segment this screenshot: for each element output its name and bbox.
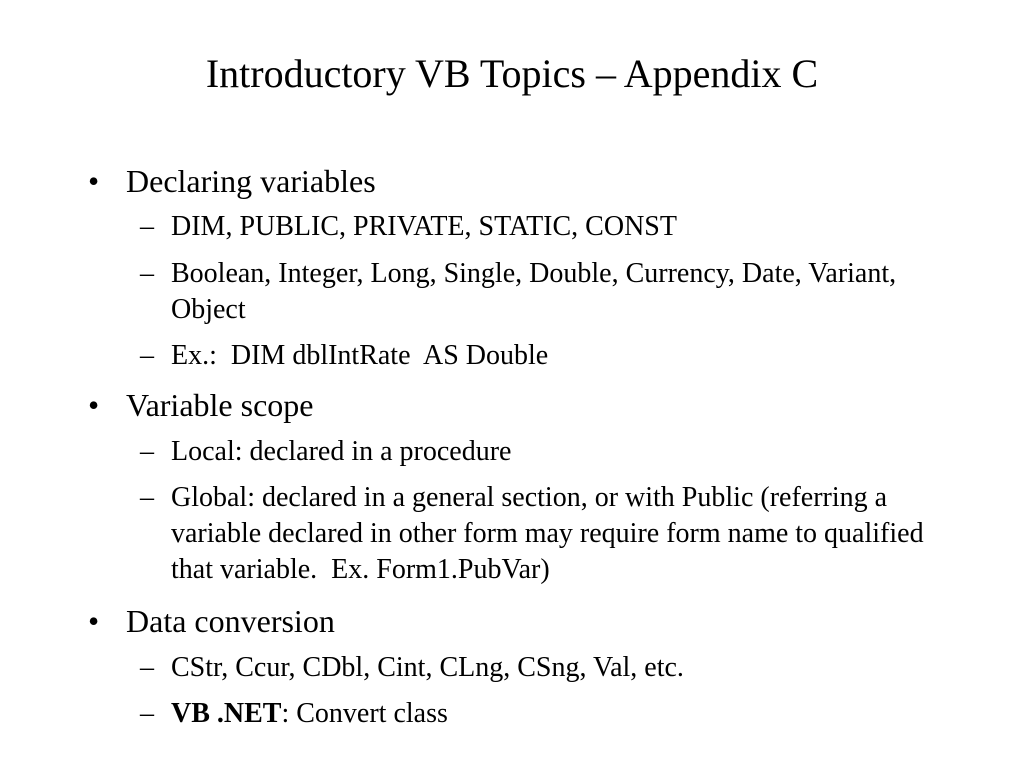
sub-bullet-text: CStr, Ccur, CDbl, Cint, CLng, CSng, Val, etc. bbox=[171, 652, 684, 683]
bullet-heading: Variable scope bbox=[126, 387, 314, 423]
sub-bullet-item bbox=[140, 256, 930, 328]
sub-bullet-text: Boolean, Integer, Long, Single, Double, Currency, Date, Variant, Object bbox=[171, 258, 897, 325]
convert-class-text: : Convert class bbox=[281, 698, 448, 729]
bullet-dot: • bbox=[88, 387, 100, 423]
bullet-dot: • bbox=[88, 163, 100, 199]
sub-bullet-item bbox=[140, 338, 970, 374]
sub-bullet-text: DIM, PUBLIC, PRIVATE, STATIC, CONST bbox=[171, 211, 677, 242]
sub-bullet-item bbox=[140, 696, 970, 732]
sub-bullet-item bbox=[140, 650, 970, 686]
sub-bullet-item bbox=[140, 434, 970, 470]
vbnet-bold-label: VB .NET bbox=[171, 698, 282, 729]
bullet-heading: Declaring variables bbox=[126, 163, 376, 199]
sub-bullet-text: Ex.: DIM dblIntRate AS Double bbox=[171, 340, 549, 371]
sub-bullet-text bbox=[171, 696, 970, 732]
dash-mark: – bbox=[140, 258, 154, 289]
sub-bullet-text: Local: declared in a procedure bbox=[171, 436, 512, 467]
dash-mark: – bbox=[140, 652, 154, 683]
dash-mark: – bbox=[140, 211, 154, 242]
sub-bullet-item bbox=[140, 209, 970, 245]
dash-mark: – bbox=[140, 482, 154, 513]
slide-title: Introductory VB Topics – Appendix C bbox=[205, 51, 819, 96]
sub-bullet-item bbox=[140, 480, 958, 588]
bullet-dot: • bbox=[88, 603, 100, 639]
dash-mark: – bbox=[140, 340, 154, 371]
dash-mark: – bbox=[140, 436, 154, 467]
dash-mark: – bbox=[140, 698, 154, 729]
bullet-heading: Data conversion bbox=[126, 603, 335, 639]
sub-bullet-text: Global: declared in a general section, or with Public (referring a variable declared in other form may require form name to qualified that variable. Ex. Form1.PubVar) bbox=[171, 482, 931, 585]
